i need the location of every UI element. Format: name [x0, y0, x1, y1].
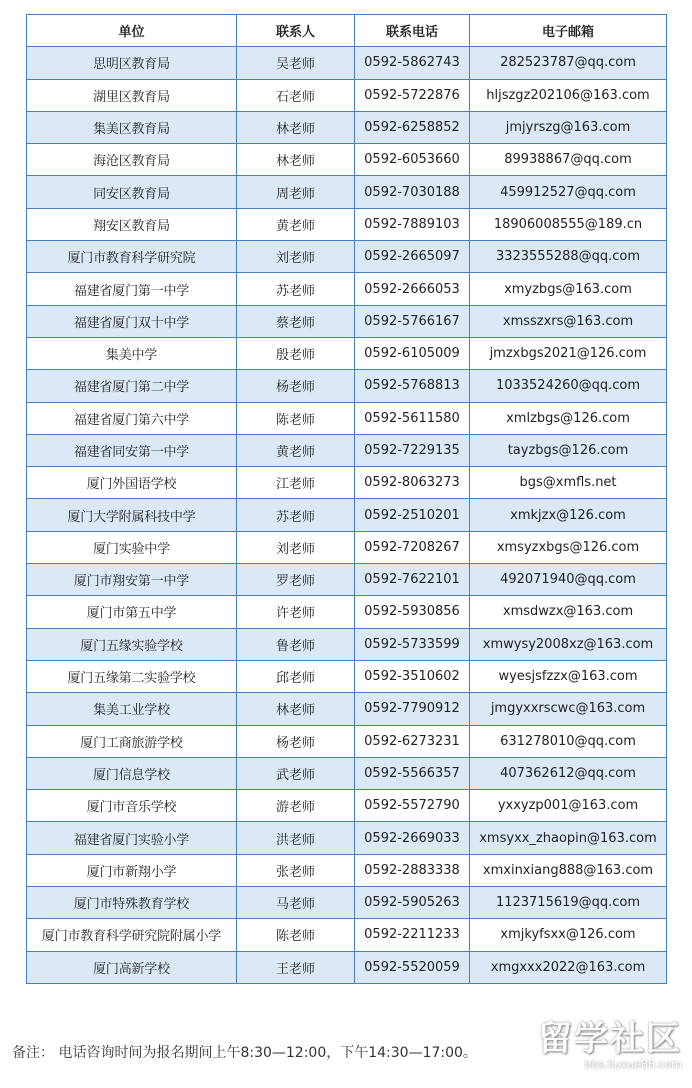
cell-email: jmgyxxrscwc@163.com — [470, 693, 667, 725]
cell-email: 89938867@qq.com — [470, 144, 667, 176]
table-row — [27, 241, 667, 273]
table-row — [27, 790, 667, 822]
header-unit: 单位 — [27, 15, 237, 47]
table-row — [27, 79, 667, 111]
cell-email: tayzbgs@126.com — [470, 434, 667, 466]
cell-contact: 游老师 — [237, 790, 355, 822]
cell-contact: 黄老师 — [237, 208, 355, 240]
cell-unit: 厦门市教育科学研究院 — [27, 241, 237, 273]
table-row — [27, 887, 667, 919]
table-row — [27, 111, 667, 143]
cell-unit: 集美区教育局 — [27, 111, 237, 143]
cell-phone: 0592-7889103 — [355, 208, 470, 240]
cell-unit: 福建省厦门实验小学 — [27, 822, 237, 854]
table-row — [27, 337, 667, 369]
cell-contact: 杨老师 — [237, 725, 355, 757]
cell-phone: 0592-2211233 — [355, 919, 470, 951]
cell-email: jmjyrszg@163.com — [470, 111, 667, 143]
cell-phone: 0592-5768813 — [355, 370, 470, 402]
table-row — [27, 305, 667, 337]
cell-phone: 0592-8063273 — [355, 467, 470, 499]
cell-unit: 福建省厦门第二中学 — [27, 370, 237, 402]
cell-phone: 0592-7208267 — [355, 531, 470, 563]
cell-unit: 厦门工商旅游学校 — [27, 725, 237, 757]
cell-unit: 福建省同安第一中学 — [27, 434, 237, 466]
table-row — [27, 919, 667, 951]
table-row — [27, 144, 667, 176]
table-row — [27, 47, 667, 79]
cell-unit: 福建省厦门双十中学 — [27, 305, 237, 337]
cell-unit: 厦门市教育科学研究院附属小学 — [27, 919, 237, 951]
table-body — [27, 47, 667, 984]
cell-unit: 厦门五缘第二实验学校 — [27, 660, 237, 692]
cell-email: hljszgz202106@163.com — [470, 79, 667, 111]
cell-contact: 林老师 — [237, 111, 355, 143]
cell-contact: 林老师 — [237, 693, 355, 725]
header-phone: 联系电话 — [355, 15, 470, 47]
cell-email: yxxyzp001@163.com — [470, 790, 667, 822]
cell-email: xmsyxx_zhaopin@163.com — [470, 822, 667, 854]
cell-phone: 0592-7030188 — [355, 176, 470, 208]
cell-phone: 0592-3510602 — [355, 660, 470, 692]
cell-phone: 0592-6273231 — [355, 725, 470, 757]
cell-unit: 同安区教育局 — [27, 176, 237, 208]
cell-email: 1123715619@qq.com — [470, 887, 667, 919]
cell-unit: 思明区教育局 — [27, 47, 237, 79]
watermark-logo-text: 留学社区 — [538, 1019, 682, 1059]
table-row — [27, 854, 667, 886]
cell-email: wyesjsfzzx@163.com — [470, 660, 667, 692]
table-row — [27, 564, 667, 596]
cell-email: 3323555288@qq.com — [470, 241, 667, 273]
cell-email: xmkjzx@126.com — [470, 499, 667, 531]
table-row — [27, 757, 667, 789]
cell-unit: 厦门信息学校 — [27, 757, 237, 789]
cell-email: xmsyzxbgs@126.com — [470, 531, 667, 563]
cell-phone: 0592-2883338 — [355, 854, 470, 886]
cell-email: xmyzbgs@163.com — [470, 273, 667, 305]
cell-unit: 厦门高新学校 — [27, 951, 237, 983]
site-watermark — [512, 1020, 682, 1080]
cell-unit: 厦门市翔安第一中学 — [27, 564, 237, 596]
table-row — [27, 467, 667, 499]
cell-contact: 刘老师 — [237, 531, 355, 563]
cell-email: 1033524260@qq.com — [470, 370, 667, 402]
cell-unit: 厦门大学附属科技中学 — [27, 499, 237, 531]
cell-contact: 石老师 — [237, 79, 355, 111]
cell-phone: 0592-6258852 — [355, 111, 470, 143]
table-row — [27, 725, 667, 757]
cell-phone: 0592-5722876 — [355, 79, 470, 111]
cell-contact: 许老师 — [237, 596, 355, 628]
cell-phone: 0592-5611580 — [355, 402, 470, 434]
cell-phone: 0592-5862743 — [355, 47, 470, 79]
table-row — [27, 273, 667, 305]
table-header-row — [27, 15, 667, 47]
cell-unit: 厦门市第五中学 — [27, 596, 237, 628]
cell-contact: 王老师 — [237, 951, 355, 983]
contact-table — [26, 14, 667, 984]
cell-email: 282523787@qq.com — [470, 47, 667, 79]
cell-unit: 翔安区教育局 — [27, 208, 237, 240]
cell-contact: 洪老师 — [237, 822, 355, 854]
cell-phone: 0592-7622101 — [355, 564, 470, 596]
cell-phone: 0592-2510201 — [355, 499, 470, 531]
cell-unit: 福建省厦门第六中学 — [27, 402, 237, 434]
table-row — [27, 596, 667, 628]
header-email: 电子邮箱 — [470, 15, 667, 47]
contact-table-container — [26, 14, 666, 984]
cell-phone: 0592-7790912 — [355, 693, 470, 725]
cell-contact: 苏老师 — [237, 499, 355, 531]
cell-phone: 0592-5520059 — [355, 951, 470, 983]
table-row — [27, 434, 667, 466]
cell-email: 407362612@qq.com — [470, 757, 667, 789]
table-row — [27, 402, 667, 434]
cell-email: xmgxxx2022@163.com — [470, 951, 667, 983]
cell-email: xmsszxrs@163.com — [470, 305, 667, 337]
watermark-url: bbs.liuxue86.com — [584, 1058, 682, 1071]
cell-phone: 0592-7229135 — [355, 434, 470, 466]
table-row — [27, 951, 667, 983]
cell-contact: 江老师 — [237, 467, 355, 499]
cell-contact: 鲁老师 — [237, 628, 355, 660]
cell-unit: 厦门市新翔小学 — [27, 854, 237, 886]
cell-phone: 0592-6105009 — [355, 337, 470, 369]
cell-phone: 0592-2666053 — [355, 273, 470, 305]
cell-phone: 0592-5905263 — [355, 887, 470, 919]
cell-unit: 厦门实验中学 — [27, 531, 237, 563]
cell-email: xmxinxiang888@163.com — [470, 854, 667, 886]
cell-contact: 吴老师 — [237, 47, 355, 79]
cell-phone: 0592-2669033 — [355, 822, 470, 854]
cell-unit: 厦门外国语学校 — [27, 467, 237, 499]
cell-unit: 厦门市音乐学校 — [27, 790, 237, 822]
table-row — [27, 660, 667, 692]
cell-email: xmsdwzx@163.com — [470, 596, 667, 628]
cell-phone: 0592-5930856 — [355, 596, 470, 628]
table-row — [27, 499, 667, 531]
cell-contact: 殷老师 — [237, 337, 355, 369]
cell-email: xmjkyfsxx@126.com — [470, 919, 667, 951]
table-row — [27, 208, 667, 240]
cell-contact: 张老师 — [237, 854, 355, 886]
cell-unit: 厦门市特殊教育学校 — [27, 887, 237, 919]
table-row — [27, 370, 667, 402]
cell-email: 18906008555@189.cn — [470, 208, 667, 240]
cell-email: bgs@xmfls.net — [470, 467, 667, 499]
cell-contact: 陈老师 — [237, 919, 355, 951]
header-contact: 联系人 — [237, 15, 355, 47]
cell-phone: 0592-5566357 — [355, 757, 470, 789]
table-row — [27, 693, 667, 725]
cell-contact: 马老师 — [237, 887, 355, 919]
cell-contact: 周老师 — [237, 176, 355, 208]
cell-email: 631278010@qq.com — [470, 725, 667, 757]
table-row — [27, 822, 667, 854]
cell-contact: 苏老师 — [237, 273, 355, 305]
cell-contact: 陈老师 — [237, 402, 355, 434]
cell-unit: 厦门五缘实验学校 — [27, 628, 237, 660]
cell-email: xmlzbgs@126.com — [470, 402, 667, 434]
cell-contact: 邱老师 — [237, 660, 355, 692]
cell-unit: 海沧区教育局 — [27, 144, 237, 176]
cell-contact: 黄老师 — [237, 434, 355, 466]
cell-unit: 福建省厦门第一中学 — [27, 273, 237, 305]
cell-contact: 蔡老师 — [237, 305, 355, 337]
cell-contact: 刘老师 — [237, 241, 355, 273]
cell-email: 492071940@qq.com — [470, 564, 667, 596]
table-row — [27, 176, 667, 208]
footnote: 备注： 电话咨询时间为报名期间上午8:30—12:00，下午14:30—17:00。 — [12, 1045, 477, 1061]
cell-contact: 罗老师 — [237, 564, 355, 596]
cell-unit: 集美中学 — [27, 337, 237, 369]
table-row — [27, 628, 667, 660]
cell-phone: 0592-2665097 — [355, 241, 470, 273]
cell-email: 459912527@qq.com — [470, 176, 667, 208]
table-row — [27, 531, 667, 563]
cell-contact: 杨老师 — [237, 370, 355, 402]
cell-contact: 林老师 — [237, 144, 355, 176]
cell-phone: 0592-6053660 — [355, 144, 470, 176]
cell-unit: 集美工业学校 — [27, 693, 237, 725]
cell-contact: 武老师 — [237, 757, 355, 789]
cell-phone: 0592-5733599 — [355, 628, 470, 660]
cell-phone: 0592-5766167 — [355, 305, 470, 337]
cell-email: jmzxbgs2021@126.com — [470, 337, 667, 369]
cell-phone: 0592-5572790 — [355, 790, 470, 822]
cell-unit: 湖里区教育局 — [27, 79, 237, 111]
cell-email: xmwysy2008xz@163.com — [470, 628, 667, 660]
